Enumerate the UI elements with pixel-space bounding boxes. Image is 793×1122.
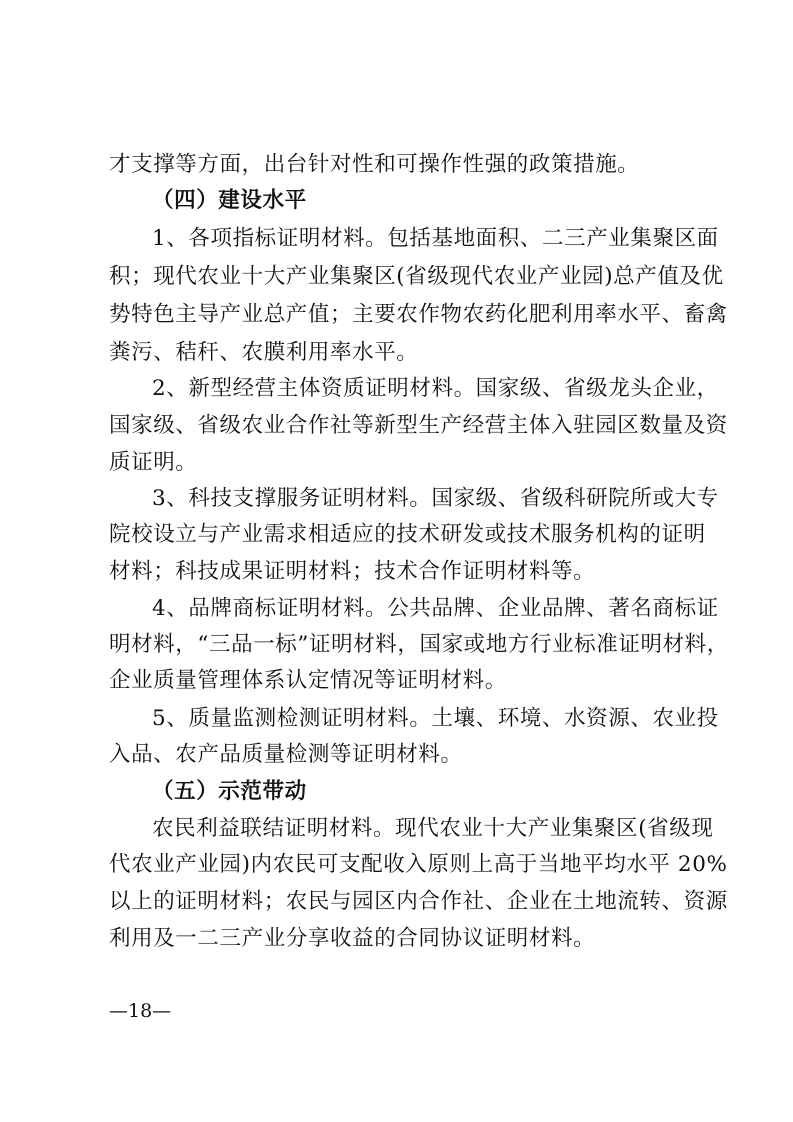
paragraph-line: 1、各项指标证明材料。包括基地面积、二三产业集聚区面: [152, 226, 719, 251]
page-number: —18—: [109, 1000, 172, 1022]
paragraph-line: 2、新型经营主体资质证明材料。国家级、省级龙头企业，: [152, 376, 719, 401]
paragraph-line: 利用及一二三产业分享收益的合同协议证明材料。: [109, 926, 596, 951]
paragraph-line: 3、科技支撑服务证明材料。国家级、省级科研院所或大专: [152, 486, 719, 511]
paragraph-line: 质证明。: [109, 450, 198, 475]
paragraph-line: 4、品牌商标证明材料。公共品牌、企业品牌、著名商标证: [152, 596, 719, 621]
paragraph-line: 材料；科技成果证明材料；技术合作证明材料等。: [109, 559, 596, 584]
paragraph-line: 以上的证明材料；农民与园区内合作社、企业在土地流转、资源: [109, 889, 728, 914]
section-heading-construction-level: （四）建设水平: [152, 188, 307, 213]
paragraph-line: 势特色主导产业总产值；主要农作物农药化肥利用率水平、畜禽: [109, 302, 728, 327]
paragraph-line: 院校设立与产业需求相适应的技术研发或技术服务机构的证明: [109, 522, 706, 547]
section-heading-demonstration: （五）示范带动: [152, 779, 307, 804]
paragraph-line: 农民利益联结证明材料。现代农业十大产业集聚区(省级现: [152, 816, 714, 841]
paragraph-line: 企业质量管理体系认定情况等证明材料。: [109, 668, 507, 693]
paragraph-line: 粪污、秸秆、农膜利用率水平。: [109, 340, 419, 365]
paragraph-line: 明材料，“三品一标”证明材料，国家或地方行业标准证明材料，: [109, 632, 729, 657]
paragraph-line: 代农业产业园)内农民可支配收入原则上高于当地平均水平 20%: [109, 852, 728, 877]
paragraph-line: 才支撑等方面，出台针对性和可操作性强的政策措施。: [109, 152, 640, 177]
paragraph-line: 积；现代农业十大产业集聚区(省级现代农业产业园)总产值及优: [109, 264, 724, 289]
paragraph-line: 入品、农产品质量检测等证明材料。: [109, 742, 463, 767]
paragraph-line: 国家级、省级农业合作社等新型生产经营主体入驻园区数量及资: [109, 413, 728, 438]
paragraph-line: 5、质量监测检测证明材料。土壤、环境、水资源、农业投: [152, 706, 719, 731]
